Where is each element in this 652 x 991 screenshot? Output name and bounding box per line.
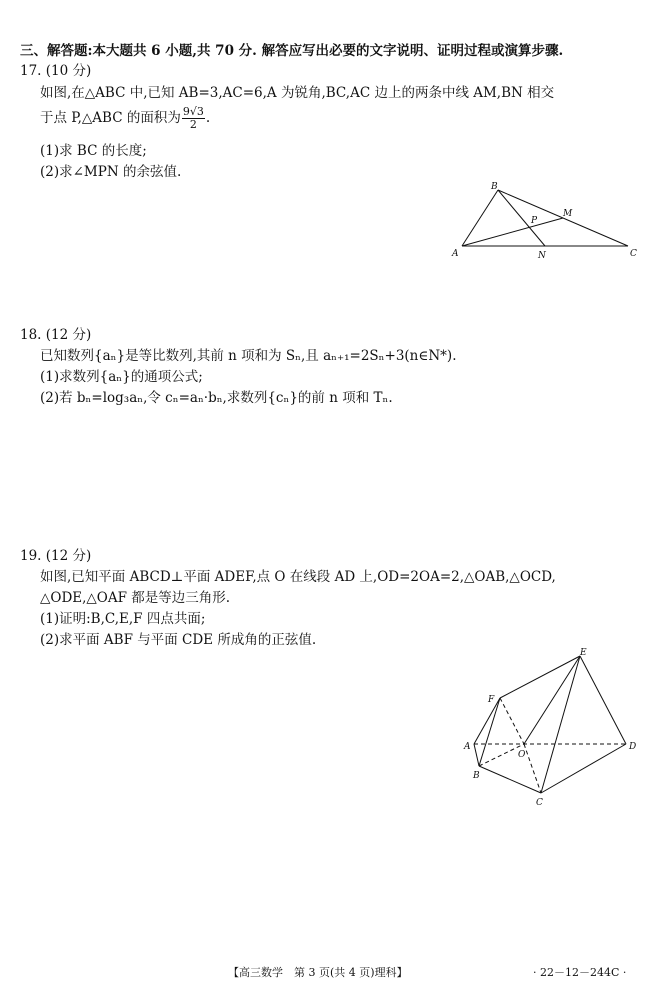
q17-line2-post: .: [205, 110, 211, 126]
area-denominator: 2: [189, 118, 197, 131]
footer-code: · 22－12－244C ·: [533, 966, 627, 979]
section-header: 三、解答题:本大题共 6 小题,共 70 分. 解答应写出必要的文字说明、证明过程或演算步骤.: [20, 43, 564, 59]
edge-af: [474, 698, 500, 744]
area-numerator: 9√3: [182, 105, 204, 118]
solid-figure: [458, 645, 648, 810]
label-b: B: [473, 771, 480, 781]
q18-part2: (2)若 bₙ=log₃aₙ,令 cₙ=aₙ·bₙ,求数列{cₙ}的前 n 项和 Tₙ.: [40, 390, 393, 406]
label-p: P: [531, 216, 538, 226]
q19-part2: (2)求平面 ABF 与平面 CDE 所成角的正弦值.: [40, 632, 317, 648]
footer-page-info: 【高三数学 第 3 页(共 4 页)理科】: [228, 966, 408, 979]
label-f: F: [488, 695, 495, 705]
edge-bf: [479, 698, 500, 766]
label-m: M: [563, 209, 573, 219]
edge-fo: [500, 698, 524, 744]
q17-part1: (1)求 BC 的长度;: [40, 143, 147, 159]
edge-oc: [524, 744, 541, 793]
label-c: C: [630, 249, 637, 259]
q18-part1: (1)求数列{aₙ}的通项公式;: [40, 369, 203, 385]
label-n: N: [538, 251, 546, 261]
q18-line1: 已知数列{aₙ}是等比数列,其前 n 项和为 Sₙ,且 aₙ₊₁=2Sₙ+3(n∈N*).: [40, 348, 457, 364]
edge-ce: [541, 656, 580, 793]
label-a: A: [464, 742, 471, 752]
q18-number: 18. (12 分): [20, 327, 92, 343]
label-b: B: [491, 182, 498, 192]
q19-line1: 如图,已知平面 ABCD⊥平面 ADEF,点 O 在线段 AD 上,OD=2OA=2,△OAB,△OCD,: [40, 569, 556, 585]
edge-oe: [524, 656, 580, 744]
area-fraction: [182, 106, 205, 131]
q19-part1: (1)证明:B,C,E,F 四点共面;: [40, 611, 206, 627]
q17-line2: [40, 106, 210, 131]
edge-fe: [500, 656, 580, 698]
label-c: C: [536, 798, 543, 808]
edge-cb: [479, 766, 541, 793]
triangle-figure: [448, 178, 644, 264]
q17-part2: (2)求∠MPN 的余弦值.: [40, 164, 182, 180]
q19-line2: △ODE,△OAF 都是等边三角形.: [40, 590, 231, 606]
label-o: O: [518, 750, 526, 760]
edge-ed: [580, 656, 626, 744]
label-a: A: [452, 249, 459, 259]
median-bn: [498, 190, 545, 246]
label-e: E: [580, 648, 587, 658]
q17-number: 17. (10 分): [20, 63, 92, 79]
edge-ba: [474, 744, 479, 766]
label-d: D: [629, 742, 637, 752]
q19-number: 19. (12 分): [20, 548, 92, 564]
q17-line1: 如图,在△ABC 中,已知 AB=3,AC=6,A 为锐角,BC,AC 边上的两条中线 AM,BN 相交: [40, 85, 555, 101]
q17-line2-pre: 于点 P,△ABC 的面积为: [40, 110, 181, 126]
edge-dc: [541, 744, 626, 793]
